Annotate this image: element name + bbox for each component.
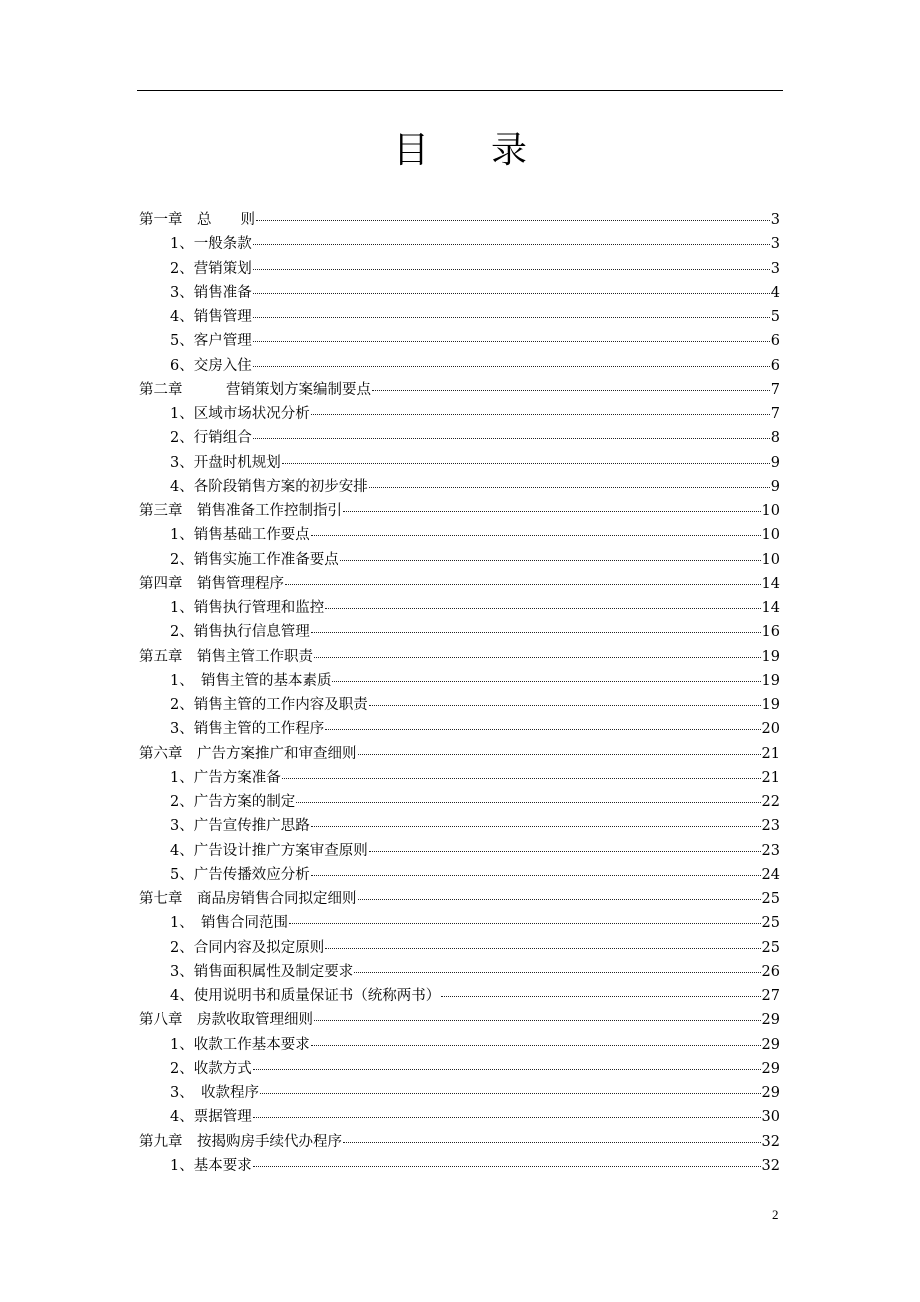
toc-entry-title: 2、行销组合	[170, 430, 252, 447]
toc-entry-title: 第九章 按揭购房手续代办程序	[139, 1133, 342, 1150]
toc-section-entry[interactable]	[170, 596, 780, 620]
toc-dot-leader	[314, 1020, 761, 1021]
toc-page-number: 19	[761, 697, 780, 713]
toc-dot-leader	[325, 948, 760, 949]
toc-section-entry[interactable]	[170, 669, 780, 693]
toc-page-number: 16	[761, 624, 780, 641]
toc-dot-leader	[343, 1142, 761, 1143]
toc-dot-leader	[354, 972, 760, 973]
toc-page-number: 29	[761, 1012, 780, 1029]
toc-entry-title: 6、交房入住	[170, 357, 252, 374]
toc-dot-leader	[296, 802, 760, 803]
toc-dot-leader	[311, 826, 761, 827]
page-title	[0, 128, 920, 174]
toc-page-number: 3	[770, 260, 780, 277]
toc-chapter-entry[interactable]	[139, 208, 780, 232]
toc-page-number: 10	[761, 527, 780, 544]
toc-section-entry[interactable]	[170, 766, 780, 790]
toc-chapter-entry[interactable]	[139, 572, 780, 596]
toc-section-entry[interactable]	[170, 451, 780, 475]
toc-dot-leader	[253, 269, 770, 270]
toc-dot-leader	[256, 220, 770, 221]
toc-entry-title: 第二章 营销策划方案编制要点	[139, 381, 371, 398]
toc-entry-title: 5、客户管理	[170, 333, 252, 350]
toc-section-entry[interactable]	[170, 911, 780, 935]
toc-entry-title: 2、销售执行信息管理	[170, 624, 310, 641]
toc-entry-title: 第三章 销售准备工作控制指引	[139, 503, 342, 519]
toc-dot-leader	[253, 317, 770, 318]
toc-section-entry[interactable]	[170, 1081, 780, 1105]
toc-page-number: 29	[761, 1060, 780, 1077]
toc-dot-leader	[253, 293, 770, 294]
toc-entry-title: 4、各阶段销售方案的初步安排	[170, 478, 368, 495]
toc-section-entry[interactable]	[170, 814, 780, 838]
toc-section-entry[interactable]	[170, 329, 780, 353]
toc-page-number: 32	[761, 1157, 780, 1174]
toc-chapter-entry[interactable]	[139, 378, 780, 402]
toc-page-number: 20	[761, 721, 780, 738]
toc-entry-title: 1、基本要求	[170, 1157, 252, 1174]
toc-dot-leader	[325, 729, 760, 730]
toc-dot-leader	[253, 244, 770, 245]
toc-section-entry[interactable]	[170, 839, 780, 863]
toc-page-number: 3	[770, 236, 780, 253]
toc-entry-title: 3、 收款程序	[170, 1085, 259, 1101]
toc-chapter-entry[interactable]	[139, 499, 780, 523]
toc-dot-leader	[441, 996, 760, 997]
toc-section-entry[interactable]	[170, 984, 780, 1008]
toc-entry-title: 第四章 销售管理程序	[139, 575, 284, 592]
toc-chapter-entry[interactable]	[139, 645, 780, 669]
toc-dot-leader	[358, 754, 761, 755]
toc-dot-leader	[369, 851, 761, 852]
toc-section-entry[interactable]	[170, 523, 780, 547]
toc-section-entry[interactable]	[170, 790, 780, 814]
toc-page-number: 29	[761, 1036, 780, 1053]
toc-entry-title: 1、区域市场状况分析	[170, 406, 310, 422]
toc-dot-leader	[343, 511, 761, 512]
toc-dot-leader	[253, 366, 770, 367]
title-char-left: 目	[392, 130, 429, 171]
toc-page-number: 8	[770, 430, 780, 447]
toc-section-entry[interactable]	[170, 232, 780, 256]
toc-page-number: 25	[761, 915, 780, 932]
toc-section-entry[interactable]	[170, 1033, 780, 1057]
toc-dot-leader	[282, 463, 770, 464]
toc-section-entry[interactable]	[170, 863, 780, 887]
toc-entry-title: 1、销售执行管理和监控	[170, 600, 325, 616]
toc-section-entry[interactable]	[170, 281, 780, 305]
toc-entry-title: 第六章 广告方案推广和审查细则	[139, 745, 357, 762]
toc-chapter-entry[interactable]	[139, 742, 780, 766]
toc-entry-title: 3、销售面积属性及制定要求	[170, 963, 354, 980]
page-number: 2	[772, 1207, 779, 1222]
toc-page-number: 24	[761, 866, 780, 883]
toc-page-number: 10	[761, 551, 780, 568]
toc-dot-leader	[253, 341, 770, 342]
toc-page-number: 3	[770, 212, 780, 228]
toc-entry-title: 第八章 房款收取管理细则	[139, 1012, 313, 1029]
toc-section-entry[interactable]	[170, 1105, 780, 1129]
toc-entry-title: 3、销售主管的工作程序	[170, 721, 325, 738]
toc-dot-leader	[332, 681, 760, 682]
toc-dot-leader	[358, 899, 761, 900]
toc-section-entry[interactable]	[170, 960, 780, 984]
toc-section-entry[interactable]	[170, 717, 780, 741]
toc-dot-leader	[282, 778, 761, 779]
toc-page-number: 5	[770, 309, 780, 325]
toc-dot-leader	[289, 923, 761, 924]
toc-page-number: 23	[761, 842, 780, 859]
toc-section-entry[interactable]	[170, 548, 780, 572]
toc-page-number: 30	[761, 1109, 780, 1126]
toc-entry-title: 3、销售准备	[170, 284, 252, 301]
toc-entry-title: 1、一般条款	[170, 236, 252, 253]
toc-dot-leader	[253, 438, 770, 439]
toc-entry-title: 4、使用说明书和质量保证书（统称两书）	[170, 988, 441, 1004]
toc-entry-title: 3、广告宣传推广思路	[170, 818, 310, 835]
toc-entry-title: 第七章 商品房销售合同拟定细则	[139, 891, 357, 907]
toc-entry-title: 1、 销售合同范围	[170, 915, 288, 932]
header-rule	[137, 90, 783, 91]
toc-page-number: 14	[761, 600, 780, 616]
toc-entry-title: 1、 销售主管的基本素质	[170, 672, 332, 689]
toc-page-number: 6	[770, 357, 780, 374]
toc-entry-title: 2、合同内容及拟定原则	[170, 939, 325, 956]
toc-section-entry[interactable]	[170, 475, 780, 499]
toc-entry-title: 第五章 销售主管工作职责	[139, 648, 313, 665]
toc-page-number: 4	[770, 284, 780, 301]
toc-page-number: 27	[761, 988, 780, 1004]
toc-dot-leader	[340, 560, 761, 561]
toc-dot-leader	[372, 390, 770, 391]
toc-dot-leader	[325, 608, 760, 609]
toc-dot-leader	[253, 1166, 761, 1167]
toc-entry-title: 2、广告方案的制定	[170, 794, 296, 810]
toc-entry-title: 2、收款方式	[170, 1060, 252, 1077]
toc-page-number: 22	[761, 794, 780, 810]
toc-page-number: 26	[761, 963, 780, 980]
toc-dot-leader	[369, 705, 761, 706]
toc-page-number: 29	[761, 1085, 780, 1101]
toc-page-number: 21	[761, 769, 780, 786]
toc-dot-leader	[253, 1069, 761, 1070]
toc-entry-title: 3、开盘时机规划	[170, 454, 281, 471]
toc-entry-title: 4、票据管理	[170, 1109, 252, 1126]
toc-page-number: 6	[770, 333, 780, 350]
toc-section-entry[interactable]	[170, 620, 780, 644]
toc-entry-title: 2、销售实施工作准备要点	[170, 551, 339, 568]
toc-entry-title: 1、销售基础工作要点	[170, 527, 310, 544]
toc-dot-leader	[260, 1093, 761, 1094]
toc-section-entry[interactable]	[170, 354, 780, 378]
toc-section-entry[interactable]	[170, 426, 780, 450]
toc-entry-title: 2、营销策划	[170, 260, 252, 277]
toc-page-number: 7	[770, 381, 780, 398]
toc-dot-leader	[253, 1117, 761, 1118]
toc-section-entry[interactable]	[170, 305, 780, 329]
toc-page-number: 21	[761, 745, 780, 762]
toc-page-number: 32	[761, 1133, 780, 1150]
toc-section-entry[interactable]	[170, 693, 780, 717]
toc-section-entry[interactable]	[170, 1057, 780, 1081]
toc-page-number: 14	[761, 575, 780, 592]
toc-dot-leader	[314, 657, 761, 658]
toc-dot-leader	[311, 875, 761, 876]
toc-entry-title: 4、销售管理	[170, 309, 252, 325]
toc-entry-title: 1、广告方案准备	[170, 769, 281, 786]
toc-page-number: 9	[770, 478, 780, 495]
toc-chapter-entry[interactable]	[139, 1008, 780, 1032]
toc-section-entry[interactable]	[170, 936, 780, 960]
toc-page-number: 10	[761, 503, 780, 519]
toc-entry-title: 2、销售主管的工作内容及职责	[170, 697, 368, 713]
toc-entry-title: 第一章 总 则	[139, 212, 255, 228]
toc-page-number: 19	[761, 672, 780, 689]
toc-entry-title: 5、广告传播效应分析	[170, 866, 310, 883]
title-char-right: 录	[491, 130, 528, 171]
toc-page-number: 9	[770, 454, 780, 471]
toc-page-number: 23	[761, 818, 780, 835]
toc-section-entry[interactable]	[170, 257, 780, 281]
toc-dot-leader	[285, 584, 761, 585]
toc-dot-leader	[311, 414, 770, 415]
toc-dot-leader	[369, 487, 770, 488]
toc-chapter-entry[interactable]	[139, 887, 780, 911]
toc-dot-leader	[311, 1045, 761, 1046]
toc-entry-title: 1、收款工作基本要求	[170, 1036, 310, 1053]
toc-section-entry[interactable]	[170, 1154, 780, 1178]
toc-section-entry[interactable]	[170, 402, 780, 426]
toc-page-number: 25	[761, 939, 780, 956]
toc-page-number: 25	[761, 891, 780, 907]
toc-dot-leader	[311, 535, 761, 536]
toc-dot-leader	[311, 632, 761, 633]
toc-page-number: 7	[770, 406, 780, 422]
toc-chapter-entry[interactable]	[139, 1130, 780, 1154]
toc-page-number: 19	[761, 648, 780, 665]
toc-entry-title: 4、广告设计推广方案审查原则	[170, 842, 368, 859]
